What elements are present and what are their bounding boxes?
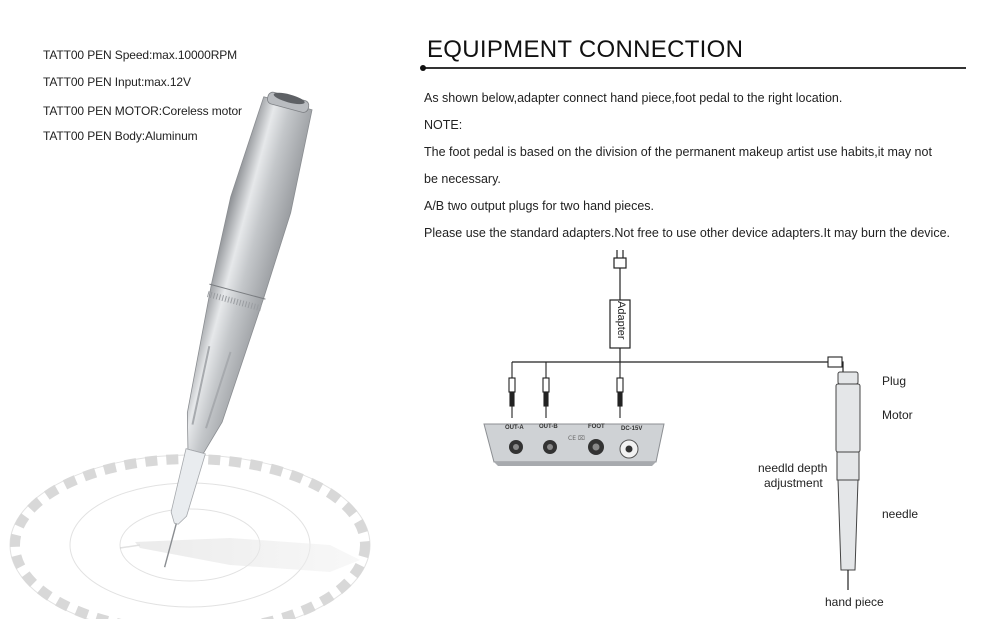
rca-connectors bbox=[509, 362, 623, 418]
paragraph-intro: As shown below,adapter connect hand piece,foot pedal to the right location. bbox=[424, 91, 843, 105]
svg-text:CE ⌧: CE ⌧ bbox=[568, 435, 585, 442]
paragraph-note-heading: NOTE: bbox=[424, 118, 463, 132]
spec-input: TATT00 PEN Input:max.12V bbox=[43, 75, 191, 89]
spec-speed: TATT00 PEN Speed:max.10000RPM bbox=[43, 48, 238, 62]
plug-label: Plug bbox=[882, 374, 907, 388]
paragraph-foot-pedal-cont: be necessary. bbox=[424, 172, 501, 186]
depth-label-2: adjustment bbox=[764, 476, 823, 490]
port-dc-label: DC-15V bbox=[621, 426, 643, 432]
motor-label: Motor bbox=[882, 408, 913, 422]
paragraph-outputs: A/B two output plugs for two hand pieces. bbox=[424, 199, 654, 213]
mains-plug-icon bbox=[614, 250, 626, 300]
port-out-b-label: OUT-B bbox=[539, 424, 558, 430]
paragraph-foot-pedal: The foot pedal is based on the division of the permanent makeup artist use habits,it may not bbox=[424, 145, 932, 159]
hand-piece-label: hand piece bbox=[825, 595, 884, 609]
section-title: EQUIPMENT CONNECTION bbox=[427, 36, 744, 63]
hand-piece bbox=[836, 372, 860, 590]
port-foot-label: FOOT bbox=[588, 424, 605, 430]
port-out-a-label: OUT-A bbox=[505, 425, 524, 431]
spec-body: TATT00 PEN Body:Aluminum bbox=[43, 129, 198, 143]
paragraph-warning: Please use the standard adapters.Not free to use other device adapters.It may burn the device. bbox=[424, 226, 951, 240]
spec-motor: TATT00 PEN MOTOR:Coreless motor bbox=[43, 104, 242, 118]
needle-label: needle bbox=[882, 507, 919, 521]
depth-label: needld depth bbox=[758, 461, 828, 475]
adapter-label: Adapter bbox=[615, 301, 627, 340]
